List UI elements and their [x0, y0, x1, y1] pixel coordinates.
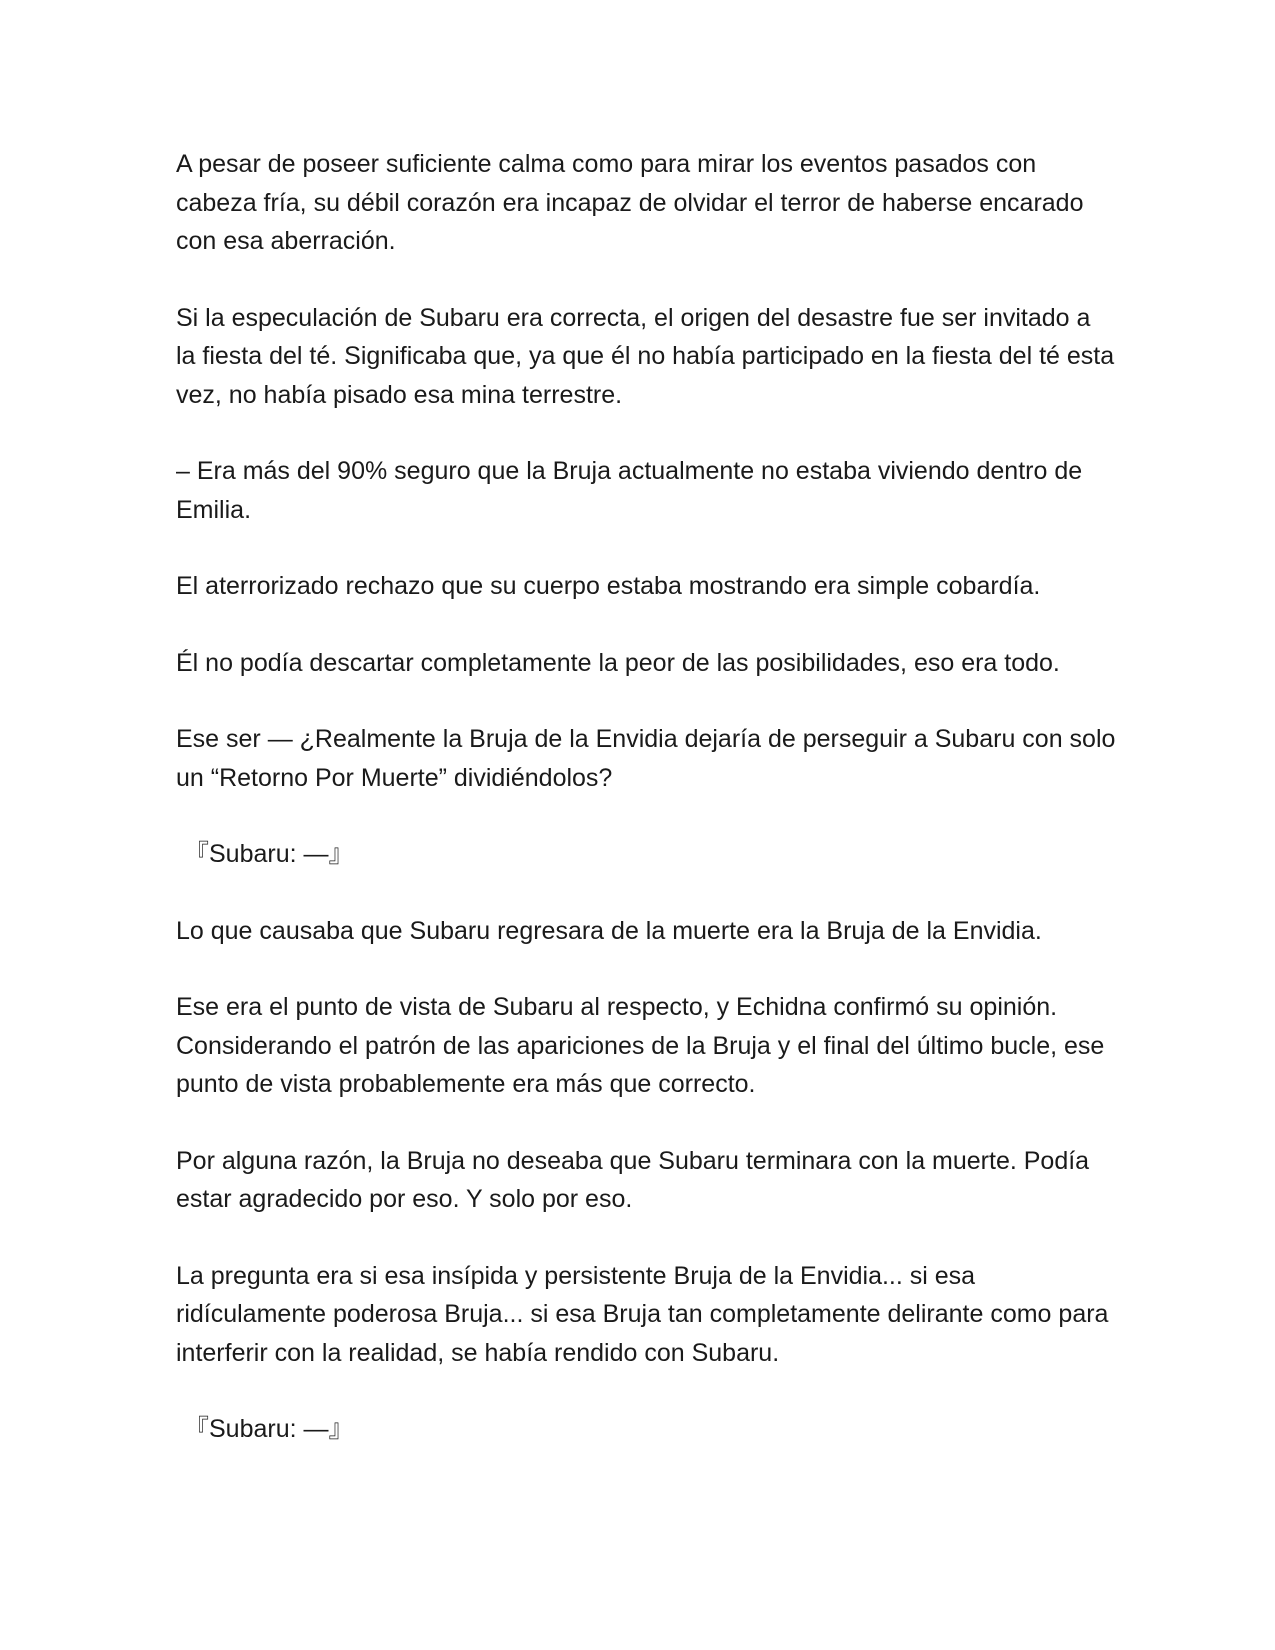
paragraph: Ese ser — ¿Realmente la Bruja de la Envidia dejaría de perseguir a Subaru con solo un “Retorno Por Muerte” dividiéndolos? [176, 725, 1116, 792]
document-body [176, 145, 1116, 1487]
dialogue-line: 『Subaru: —』 [184, 840, 354, 868]
paragraph: Él no podía descartar completamente la peor de las posibilidades, eso era todo. [176, 648, 1060, 677]
paragraph: Ese era el punto de vista de Subaru al respecto, y Echidna confirmó su opinión. Considerando el patrón de las apariciones de la Bruja y el final del último bucle, ese punto de vista probablemente era más que correcto. [176, 993, 1105, 1098]
paragraph: – Era más del 90% seguro que la Bruja actualmente no estaba viviendo dentro de Emilia. [176, 457, 1083, 524]
paragraph: Lo que causaba que Subaru regresara de la muerte era la Bruja de la Envidia. [176, 916, 1042, 945]
dialogue-line: 『Subaru: —』 [184, 1415, 354, 1443]
paragraph: Por alguna razón, la Bruja no deseaba que Subaru terminara con la muerte. Podía estar agradecido por eso. Y solo por eso. [176, 1146, 1090, 1213]
paragraph: Si la especulación de Subaru era correcta, el origen del desastre fue ser invitado a la fiesta del té. Significaba que, ya que él no había participado en la fiesta del té esta vez, no había pisado esa mina terrestre. [176, 303, 1115, 409]
paragraph: La pregunta era si esa insípida y persistente Bruja de la Envidia... si esa ridículamente poderosa Bruja... si esa Bruja tan completamente delirante como para interferir con la realidad, se había rendido con Subaru. [176, 1261, 1109, 1367]
paragraph: El aterrorizado rechazo que su cuerpo estaba mostrando era simple cobardía. [176, 572, 1041, 600]
paragraph: A pesar de poseer suficiente calma como para mirar los eventos pasados con cabeza fría, su débil corazón era incapaz de olvidar el terror de haberse encarado con esa aberración. [176, 150, 1084, 255]
